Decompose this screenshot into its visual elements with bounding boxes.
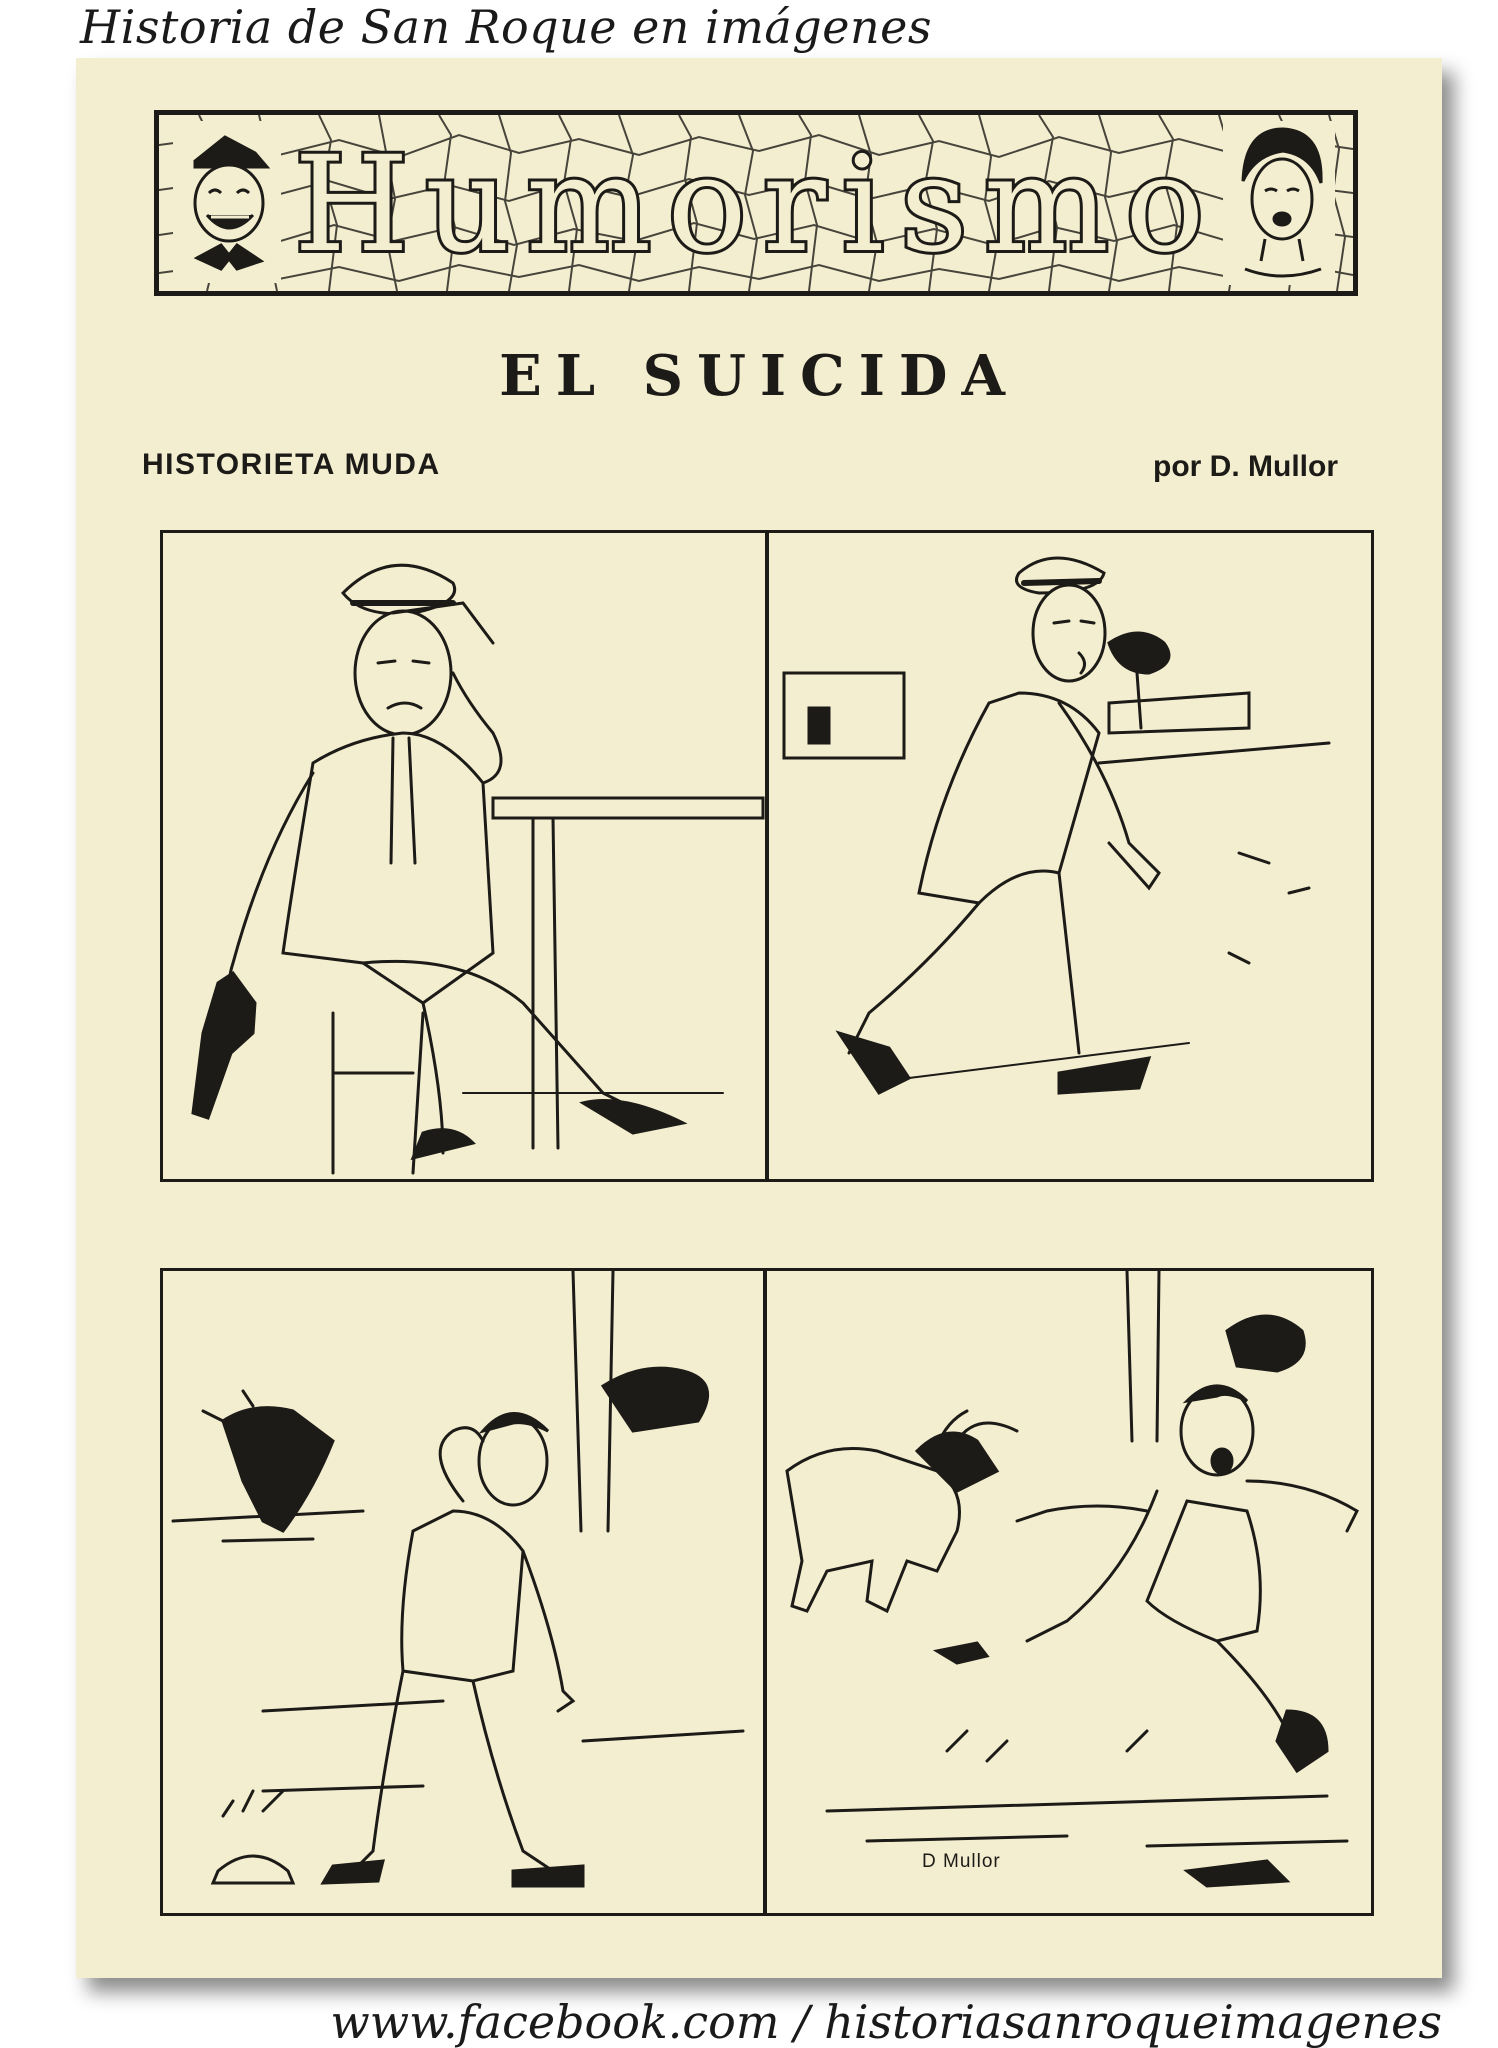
seated-man-with-revolver-drawing [163,533,765,1179]
grinning-man-face-icon [175,123,279,287]
newspaper-page [76,58,1442,1978]
comic-panel-3 [160,1268,766,1916]
man-scratching-head-near-bull-drawing [163,1271,763,1913]
comic-panel-2 [766,530,1374,1182]
watermark-top: Historia de San Roque en imágenes [80,0,932,54]
article-author: por D. Mullor [1153,450,1338,483]
masthead-banner [154,110,1358,296]
man-walking-in-countryside-drawing [769,533,1371,1179]
watermark-bottom: www.facebook.com / historiasanroqueimagenes [330,1995,1442,2048]
article-subtitle: HISTORIETA MUDA [142,448,441,481]
bull-charging-man-drawing [767,1271,1371,1913]
smiling-woman-face-icon [1225,121,1335,291]
comic-panel-4 [764,1268,1374,1916]
comic-panel-1 [160,530,768,1182]
masthead-title: Humorismo [294,128,1221,282]
article-title: EL SUICIDA [499,343,1019,409]
artist-signature: D Mullor [922,1851,1001,1872]
